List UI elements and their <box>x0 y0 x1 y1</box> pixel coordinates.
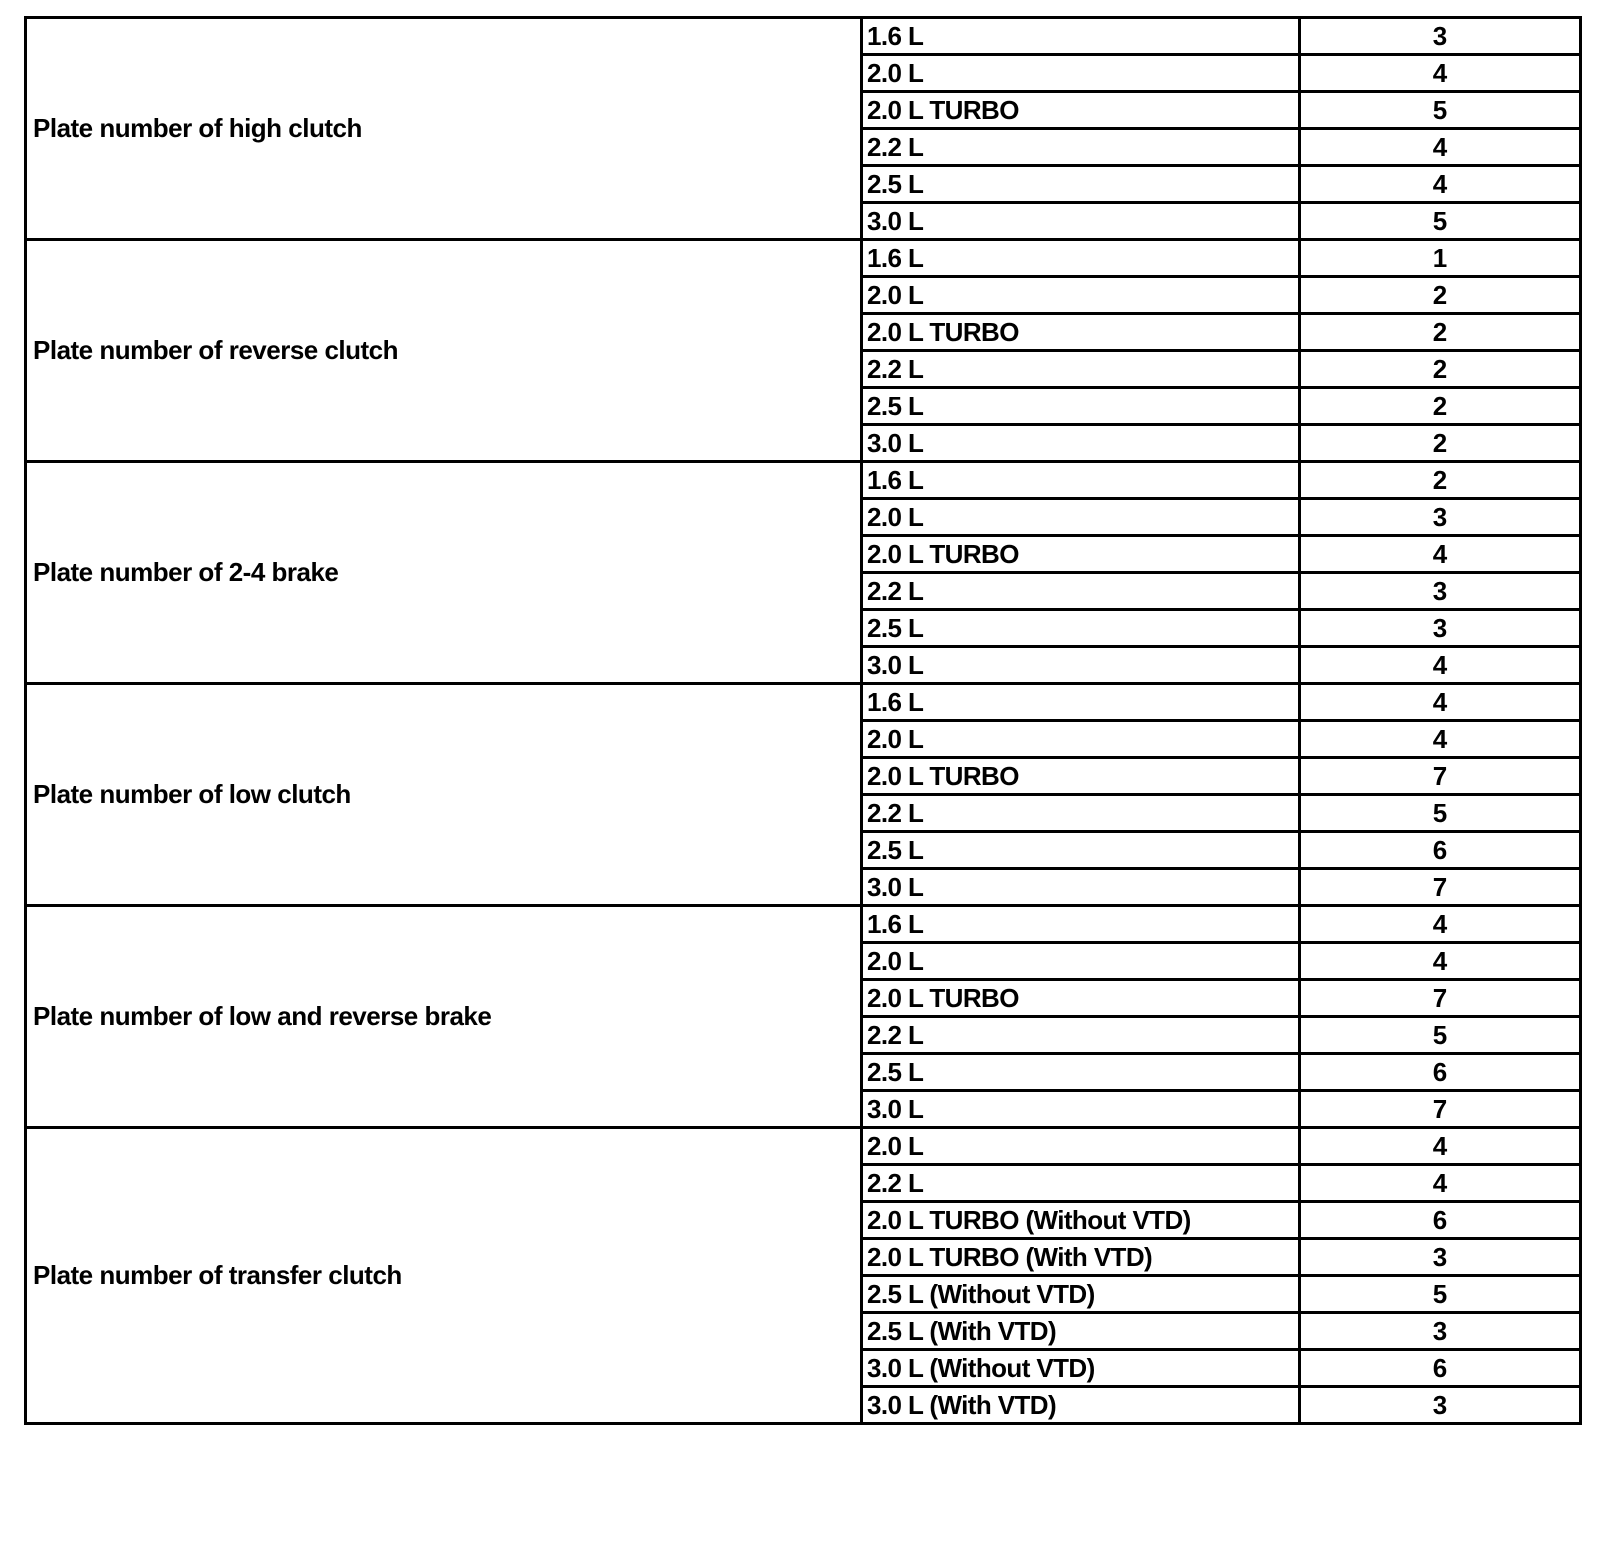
engine-variant-cell: 2.5 L (With VTD) <box>862 1313 1300 1350</box>
plate-count-cell: 4 <box>1300 129 1581 166</box>
engine-variant-cell: 2.5 L <box>862 832 1300 869</box>
engine-variant-cell: 2.0 L TURBO <box>862 92 1300 129</box>
group-label: Plate number of low clutch <box>26 684 862 906</box>
plate-count-cell: 2 <box>1300 277 1581 314</box>
plate-count-cell: 3 <box>1300 1239 1581 1276</box>
engine-variant-cell: 2.0 L <box>862 721 1300 758</box>
plate-count-cell: 7 <box>1300 869 1581 906</box>
plate-count-cell: 3 <box>1300 1387 1581 1424</box>
plate-count-cell: 4 <box>1300 536 1581 573</box>
plate-count-cell: 7 <box>1300 980 1581 1017</box>
engine-variant-cell: 2.0 L <box>862 1128 1300 1165</box>
plate-count-cell: 5 <box>1300 92 1581 129</box>
plate-count-cell: 7 <box>1300 758 1581 795</box>
engine-variant-cell: 2.5 L <box>862 610 1300 647</box>
plate-count-cell: 5 <box>1300 795 1581 832</box>
table-row <box>26 906 1581 943</box>
plate-count-cell: 5 <box>1300 1017 1581 1054</box>
plate-count-cell: 4 <box>1300 1165 1581 1202</box>
engine-variant-cell: 2.5 L <box>862 166 1300 203</box>
engine-variant-cell: 2.0 L TURBO <box>862 536 1300 573</box>
engine-variant-cell: 2.2 L <box>862 351 1300 388</box>
plate-count-cell: 4 <box>1300 721 1581 758</box>
plate-count-cell: 2 <box>1300 351 1581 388</box>
plate-count-cell: 2 <box>1300 425 1581 462</box>
plate-count-cell: 4 <box>1300 166 1581 203</box>
plate-count-cell: 3 <box>1300 573 1581 610</box>
plate-count-cell: 3 <box>1300 499 1581 536</box>
plate-count-cell: 4 <box>1300 647 1581 684</box>
engine-variant-cell: 2.2 L <box>862 795 1300 832</box>
table-row <box>26 462 1581 499</box>
engine-variant-cell: 2.2 L <box>862 573 1300 610</box>
group-label: Plate number of low and reverse brake <box>26 906 862 1128</box>
table-row <box>26 1128 1581 1165</box>
plate-count-cell: 4 <box>1300 55 1581 92</box>
engine-variant-cell: 3.0 L <box>862 869 1300 906</box>
group-label: Plate number of 2-4 brake <box>26 462 862 684</box>
table-row <box>26 684 1581 721</box>
engine-variant-cell: 2.0 L <box>862 277 1300 314</box>
plate-count-cell: 5 <box>1300 1276 1581 1313</box>
engine-variant-cell: 3.0 L <box>862 1091 1300 1128</box>
engine-variant-cell: 3.0 L <box>862 647 1300 684</box>
plate-count-cell: 3 <box>1300 1313 1581 1350</box>
engine-variant-cell: 2.5 L (Without VTD) <box>862 1276 1300 1313</box>
engine-variant-cell: 2.2 L <box>862 1017 1300 1054</box>
engine-variant-cell: 2.0 L TURBO <box>862 314 1300 351</box>
plate-count-cell: 2 <box>1300 462 1581 499</box>
plate-count-cell: 1 <box>1300 240 1581 277</box>
engine-variant-cell: 2.0 L TURBO (Without VTD) <box>862 1202 1300 1239</box>
plate-count-cell: 7 <box>1300 1091 1581 1128</box>
group-label: Plate number of reverse clutch <box>26 240 862 462</box>
engine-variant-cell: 1.6 L <box>862 18 1300 55</box>
group-label: Plate number of high clutch <box>26 18 862 240</box>
engine-variant-cell: 2.0 L <box>862 943 1300 980</box>
plate-count-cell: 6 <box>1300 1054 1581 1091</box>
plate-count-cell: 3 <box>1300 18 1581 55</box>
plate-count-cell: 4 <box>1300 943 1581 980</box>
plate-count-cell: 4 <box>1300 684 1581 721</box>
group-label: Plate number of transfer clutch <box>26 1128 862 1424</box>
spec-table-body <box>26 18 1581 1424</box>
plate-count-cell: 2 <box>1300 314 1581 351</box>
engine-variant-cell: 2.0 L <box>862 499 1300 536</box>
plate-count-cell: 4 <box>1300 1128 1581 1165</box>
plate-count-cell: 6 <box>1300 1202 1581 1239</box>
engine-variant-cell: 1.6 L <box>862 462 1300 499</box>
engine-variant-cell: 2.5 L <box>862 1054 1300 1091</box>
engine-variant-cell: 3.0 L (With VTD) <box>862 1387 1300 1424</box>
plate-count-cell: 5 <box>1300 203 1581 240</box>
plate-number-spec-table <box>24 16 1582 1425</box>
plate-count-cell: 6 <box>1300 1350 1581 1387</box>
engine-variant-cell: 2.2 L <box>862 129 1300 166</box>
engine-variant-cell: 1.6 L <box>862 240 1300 277</box>
table-row <box>26 240 1581 277</box>
table-row <box>26 18 1581 55</box>
engine-variant-cell: 2.2 L <box>862 1165 1300 1202</box>
engine-variant-cell: 2.0 L TURBO (With VTD) <box>862 1239 1300 1276</box>
engine-variant-cell: 2.5 L <box>862 388 1300 425</box>
plate-count-cell: 3 <box>1300 610 1581 647</box>
engine-variant-cell: 3.0 L <box>862 203 1300 240</box>
engine-variant-cell: 2.0 L TURBO <box>862 758 1300 795</box>
engine-variant-cell: 1.6 L <box>862 684 1300 721</box>
plate-count-cell: 4 <box>1300 906 1581 943</box>
plate-count-cell: 2 <box>1300 388 1581 425</box>
engine-variant-cell: 2.0 L TURBO <box>862 980 1300 1017</box>
engine-variant-cell: 3.0 L (Without VTD) <box>862 1350 1300 1387</box>
engine-variant-cell: 3.0 L <box>862 425 1300 462</box>
engine-variant-cell: 1.6 L <box>862 906 1300 943</box>
engine-variant-cell: 2.0 L <box>862 55 1300 92</box>
plate-count-cell: 6 <box>1300 832 1581 869</box>
